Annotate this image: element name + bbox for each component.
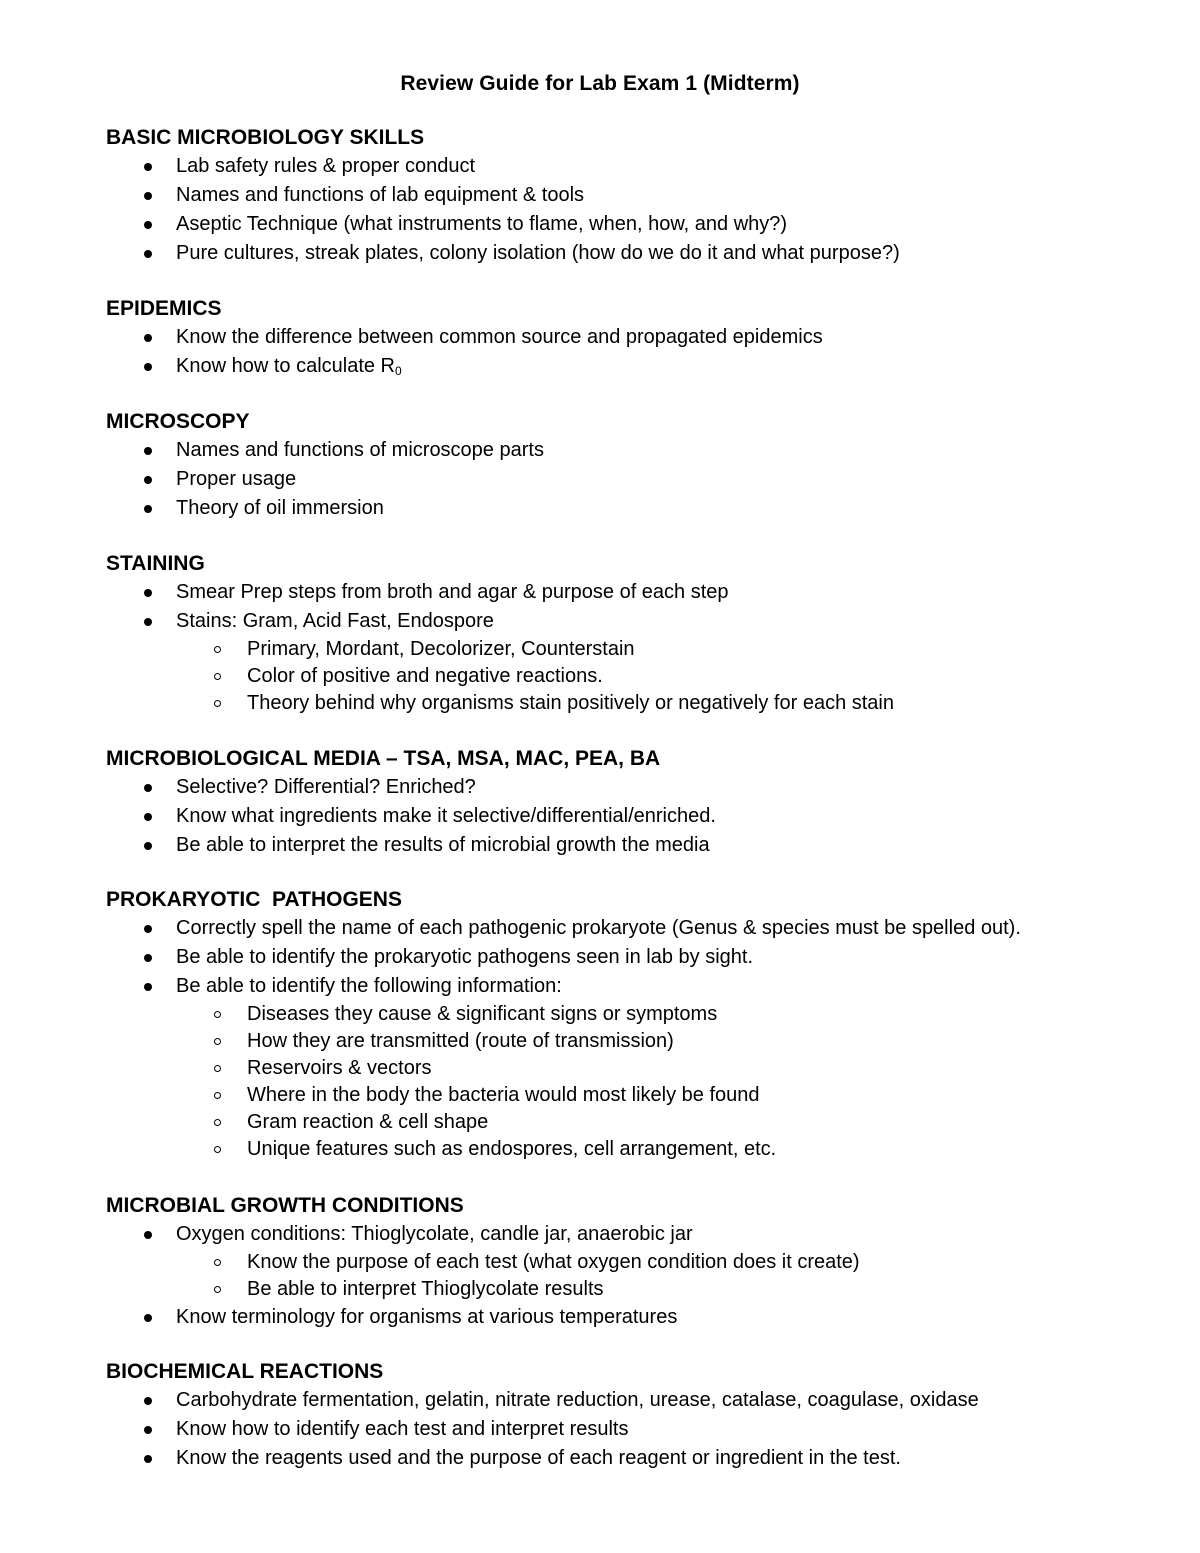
circle-bullet-icon	[214, 1065, 221, 1072]
list-item: Be able to identify the prokaryotic pathogens seen in lab by sight.	[106, 943, 1166, 972]
section-basic-skills	[106, 124, 1166, 268]
circle-bullet-icon	[214, 1119, 221, 1126]
bullet-list	[106, 1220, 1166, 1249]
sub-list-item: Color of positive and negative reactions.	[106, 663, 1166, 690]
list-item: Oxygen conditions: Thioglycolate, candle jar, anaerobic jar	[106, 1220, 1166, 1249]
bullet-list	[106, 436, 1166, 523]
list-item: Selective? Differential? Enriched?	[106, 773, 1166, 802]
list-item: Know how to identify each test and interpret results	[106, 1415, 1166, 1444]
sub-list	[106, 636, 1166, 717]
bullet-list	[106, 578, 1166, 636]
page-title: Review Guide for Lab Exam 1 (Midterm)	[400, 72, 800, 95]
bullet-icon	[144, 192, 152, 200]
section-heading: STAINING	[106, 552, 205, 575]
circle-bullet-icon	[214, 1092, 221, 1099]
bullet-icon	[144, 983, 152, 991]
sub-list-item: Unique features such as endospores, cell arrangement, etc.	[106, 1136, 1166, 1163]
bullet-icon	[144, 1397, 152, 1405]
bullet-icon	[144, 250, 152, 258]
list-item: Know the difference between common source and propagated epidemics	[106, 323, 1166, 352]
sub-list-item: Diseases they cause & significant signs or symptoms	[106, 1001, 1166, 1028]
section-heading: MICROBIOLOGICAL MEDIA – TSA, MSA, MAC, PEA, BA	[106, 747, 661, 770]
bullet-icon	[144, 618, 152, 626]
circle-bullet-icon	[214, 1011, 221, 1018]
sub-list	[106, 1249, 1166, 1303]
bullet-list	[106, 323, 1166, 381]
section-heading: MICROSCOPY	[106, 410, 250, 433]
list-item: Know how to calculate $R_0$	[106, 352, 1166, 381]
list-item: Proper usage	[106, 465, 1166, 494]
section-microscopy	[106, 408, 1166, 523]
bullet-icon	[144, 1426, 152, 1434]
section-biochemical-reactions	[106, 1358, 1166, 1473]
section-pathogens	[106, 886, 1166, 1163]
list-item: Know what ingredients make it selective/differential/enriched.	[106, 802, 1166, 831]
list-item: Names and functions of microscope parts	[106, 436, 1166, 465]
circle-bullet-icon	[214, 1259, 221, 1266]
circle-bullet-icon	[214, 673, 221, 680]
list-item: Theory of oil immersion	[106, 494, 1166, 523]
section-epidemics	[106, 295, 1166, 381]
sub-list-item: How they are transmitted (route of transmission)	[106, 1028, 1166, 1055]
bullet-icon	[144, 505, 152, 513]
r0-subscript: 0	[395, 364, 402, 378]
list-item: Pure cultures, streak plates, colony isolation (how do we do it and what purpose?)	[106, 239, 1166, 268]
list-item: Correctly spell the name of each pathogenic prokaryote (Genus & species must be spelled out).	[106, 914, 1166, 943]
bullet-list	[106, 773, 1166, 860]
bullet-icon	[144, 813, 152, 821]
list-item: Be able to interpret the results of microbial growth the media	[106, 831, 1166, 860]
list-item: Carbohydrate fermentation, gelatin, nitrate reduction, urease, catalase, coagulase, oxidase	[106, 1386, 1166, 1415]
section-heading: BIOCHEMICAL REACTIONS	[106, 1360, 384, 1383]
sub-list-item: Primary, Mordant, Decolorizer, Counterstain	[106, 636, 1166, 663]
bullet-icon	[144, 1231, 152, 1239]
bullet-icon	[144, 221, 152, 229]
sub-list-item: Gram reaction & cell shape	[106, 1109, 1166, 1136]
bullet-icon	[144, 476, 152, 484]
section-growth-conditions	[106, 1192, 1166, 1332]
bullet-icon	[144, 925, 152, 933]
bullet-icon	[144, 1314, 152, 1322]
circle-bullet-icon	[214, 1286, 221, 1293]
list-item: Names and functions of lab equipment & tools	[106, 181, 1166, 210]
bullet-icon	[144, 163, 152, 171]
bullet-icon	[144, 954, 152, 962]
list-item: Be able to identify the following information:	[106, 972, 1166, 1001]
section-heading: BASIC MICROBIOLOGY SKILLS	[106, 126, 425, 149]
list-item: Know the reagents used and the purpose of each reagent or ingredient in the test.	[106, 1444, 1166, 1473]
list-item: Aseptic Technique (what instruments to flame, when, how, and why?)	[106, 210, 1166, 239]
bullet-list	[106, 1303, 1166, 1332]
bullet-icon	[144, 1455, 152, 1463]
bullet-icon	[144, 334, 152, 342]
sub-list	[106, 1001, 1166, 1163]
bullet-list	[106, 914, 1166, 1001]
circle-bullet-icon	[214, 700, 221, 707]
bullet-list	[106, 1386, 1166, 1473]
list-item: Lab safety rules & proper conduct	[106, 152, 1166, 181]
sub-list-item: Theory behind why organisms stain positively or negatively for each stain	[106, 690, 1166, 717]
list-item: Smear Prep steps from broth and agar & purpose of each step	[106, 578, 1166, 607]
sub-list-item: Reservoirs & vectors	[106, 1055, 1166, 1082]
circle-bullet-icon	[214, 1146, 221, 1153]
sub-list-item: Know the purpose of each test (what oxygen condition does it create)	[106, 1249, 1166, 1276]
circle-bullet-icon	[214, 1038, 221, 1045]
section-staining	[106, 550, 1166, 717]
section-heading: PROKARYOTIC PATHOGENS	[106, 888, 402, 911]
list-item: Stains: Gram, Acid Fast, Endospore	[106, 607, 1166, 636]
section-heading: EPIDEMICS	[106, 297, 222, 320]
bullet-icon	[144, 447, 152, 455]
list-item: Know terminology for organisms at various temperatures	[106, 1303, 1166, 1332]
bullet-icon	[144, 784, 152, 792]
section-media	[106, 745, 1166, 860]
bullet-icon	[144, 589, 152, 597]
bullet-icon	[144, 842, 152, 850]
sub-list-item: Where in the body the bacteria would most likely be found	[106, 1082, 1166, 1109]
bullet-list	[106, 152, 1166, 268]
section-heading: MICROBIAL GROWTH CONDITIONS	[106, 1194, 464, 1217]
circle-bullet-icon	[214, 646, 221, 653]
bullet-icon	[144, 363, 152, 371]
sub-list-item: Be able to interpret Thioglycolate results	[106, 1276, 1166, 1303]
